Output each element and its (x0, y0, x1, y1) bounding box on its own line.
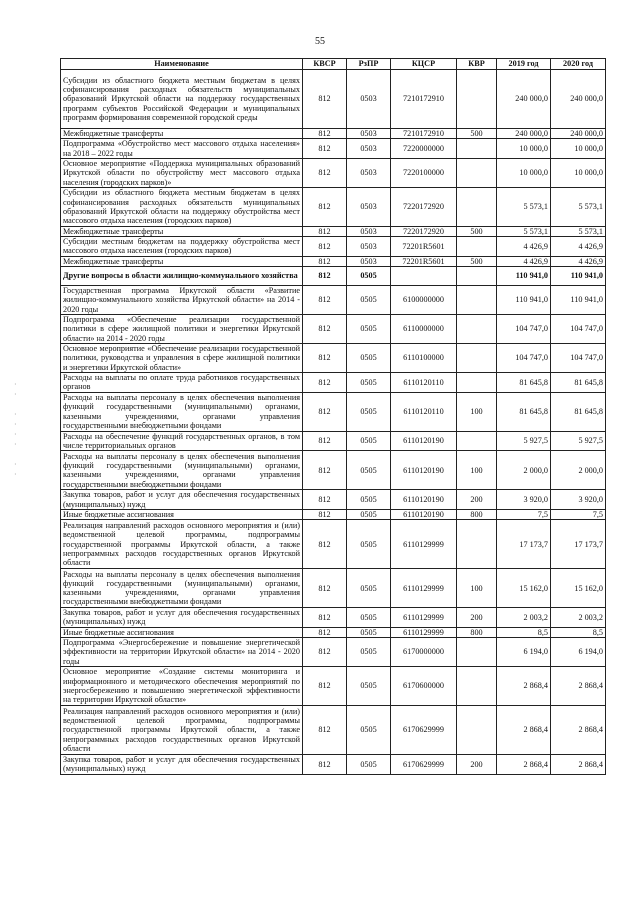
row-value-2019: 81 645,8 (497, 392, 551, 431)
row-kvr (457, 286, 497, 315)
row-value-2019: 2 868,4 (497, 667, 551, 706)
row-kvsr: 812 (303, 569, 347, 608)
row-name: Реализация направлений расходов основного мероприятия и (или) ведомственной целевой программы, подпрограммы государственной программы Иркутской области, а также непрограммных расходов государственных органов Иркутской области (61, 520, 303, 569)
row-kvsr: 812 (303, 129, 347, 139)
row-kcsr: 6170629999 (391, 755, 457, 775)
row-name: Другие вопросы в области жилищно-коммунального хозяйства (61, 267, 303, 286)
row-kvr (457, 431, 497, 451)
table-row (61, 70, 606, 129)
row-rzpr: 0505 (347, 706, 391, 755)
row-rzpr: 0505 (347, 267, 391, 286)
row-kvsr: 812 (303, 139, 347, 159)
row-value-2019: 7,5 (497, 509, 551, 519)
row-kcsr (391, 267, 457, 286)
row-kvr (457, 706, 497, 755)
row-value-2019: 4 426,9 (497, 237, 551, 257)
table-row (61, 129, 606, 139)
row-kvsr: 812 (303, 267, 347, 286)
row-value-2020: 17 173,7 (551, 520, 606, 569)
table-row (61, 139, 606, 159)
row-value-2019: 2 868,4 (497, 755, 551, 775)
row-value-2020: 15 162,0 (551, 569, 606, 608)
row-value-2019: 15 162,0 (497, 569, 551, 608)
row-value-2020: 240 000,0 (551, 129, 606, 139)
header-rzpr: РзПР (347, 59, 391, 70)
row-value-2019: 104 747,0 (497, 344, 551, 373)
row-name: Субсидии из областного бюджета местным бюджетам в целях софинансирования расходных обязательств муниципальных образований Иркутской области на поддержку государственных программ субъектов Российской Федерации и муниципальных программ формирования современной городской среды (61, 70, 303, 129)
row-kcsr: 72201R5601 (391, 256, 457, 266)
header-kvsr: КВСР (303, 59, 347, 70)
row-value-2019: 10 000,0 (497, 158, 551, 187)
row-kvsr: 812 (303, 706, 347, 755)
row-rzpr: 0503 (347, 70, 391, 129)
row-name: Подпрограмма «Обустройство мест массового отдыха населения» на 2018 – 2022 годы (61, 139, 303, 159)
row-value-2019: 5 927,5 (497, 431, 551, 451)
row-kcsr: 6110120110 (391, 392, 457, 431)
row-rzpr: 0505 (347, 373, 391, 393)
row-rzpr: 0505 (347, 638, 391, 667)
row-kvr: 500 (457, 226, 497, 236)
header-name: Наименование (61, 59, 303, 70)
row-rzpr: 0503 (347, 139, 391, 159)
row-kvr (457, 667, 497, 706)
row-kvr (457, 139, 497, 159)
row-rzpr: 0503 (347, 226, 391, 236)
row-kvsr: 812 (303, 226, 347, 236)
table-row (61, 226, 606, 236)
row-kvsr: 812 (303, 667, 347, 706)
row-rzpr: 0505 (347, 755, 391, 775)
header-kvr: КВР (457, 59, 497, 70)
row-value-2019: 110 941,0 (497, 267, 551, 286)
row-kvr (457, 373, 497, 393)
row-kcsr: 6110129999 (391, 569, 457, 608)
row-value-2020: 8,5 (551, 627, 606, 637)
row-value-2019: 8,5 (497, 627, 551, 637)
row-rzpr: 0505 (347, 286, 391, 315)
header-2019: 2019 год (497, 59, 551, 70)
table-row (61, 667, 606, 706)
row-value-2019: 10 000,0 (497, 139, 551, 159)
row-kvsr: 812 (303, 237, 347, 257)
table-row (61, 569, 606, 608)
row-value-2019: 81 645,8 (497, 373, 551, 393)
row-kcsr: 6110129999 (391, 608, 457, 628)
table-row (61, 315, 606, 344)
table-row (61, 256, 606, 266)
row-kvsr: 812 (303, 70, 347, 129)
row-name: Расходы на выплаты персоналу в целях обеспечения выполнения функций государственными (муниципальными) органами, казенными учреждениями, органами управления государственными внебюджетными фондами (61, 392, 303, 431)
row-name: Расходы на выплаты персоналу в целях обеспечения выполнения функций государственными (муниципальными) органами, казенными учреждениями, органами управления государственными внебюджетными фондами (61, 451, 303, 490)
row-name: Иные бюджетные ассигнования (61, 627, 303, 637)
table-row (61, 158, 606, 187)
table-row (61, 431, 606, 451)
row-value-2019: 2 000,0 (497, 451, 551, 490)
row-value-2020: 3 920,0 (551, 490, 606, 510)
row-name: Расходы на выплаты персоналу в целях обеспечения выполнения функций государственными (муниципальными) органами, казенными учреждениями, органами управления государственными внебюджетными фондами (61, 569, 303, 608)
row-kvr: 200 (457, 755, 497, 775)
row-name: Закупка товаров, работ и услуг для обеспечения государственных (муниципальных) нужд (61, 608, 303, 628)
row-kcsr: 6110120190 (391, 451, 457, 490)
row-value-2020: 2 868,4 (551, 706, 606, 755)
row-kvr (457, 237, 497, 257)
row-kvr (457, 267, 497, 286)
table-row (61, 187, 606, 226)
row-kvr (457, 344, 497, 373)
row-value-2019: 17 173,7 (497, 520, 551, 569)
row-rzpr: 0503 (347, 158, 391, 187)
row-value-2019: 110 941,0 (497, 286, 551, 315)
row-value-2020: 110 941,0 (551, 267, 606, 286)
row-name: Основное мероприятие «Поддержка муниципальных образований Иркутской области по обустройству мест массового отдыха населения (городских парков)» (61, 158, 303, 187)
row-kcsr: 6170600000 (391, 667, 457, 706)
row-value-2020: 2 000,0 (551, 451, 606, 490)
row-name: Государственная программа Иркутской области «Развитие жилищно-коммунального хозяйства Иркутской области» на 2014 - 2020 годы (61, 286, 303, 315)
row-value-2019: 4 426,9 (497, 256, 551, 266)
row-kvsr: 812 (303, 431, 347, 451)
row-kcsr: 6110129999 (391, 627, 457, 637)
margin-marks: · · · · · · · · (14, 380, 17, 479)
row-kvsr: 812 (303, 509, 347, 519)
row-value-2020: 5 573,1 (551, 187, 606, 226)
row-value-2020: 10 000,0 (551, 158, 606, 187)
row-kvsr: 812 (303, 315, 347, 344)
row-value-2019: 2 003,2 (497, 608, 551, 628)
row-kcsr: 7210172910 (391, 70, 457, 129)
row-name: Межбюджетные трансферты (61, 226, 303, 236)
row-kcsr: 6100000000 (391, 286, 457, 315)
row-kcsr: 6170000000 (391, 638, 457, 667)
row-value-2020: 5 927,5 (551, 431, 606, 451)
row-rzpr: 0503 (347, 237, 391, 257)
row-kcsr: 6110129999 (391, 520, 457, 569)
row-kvsr: 812 (303, 755, 347, 775)
row-value-2019: 104 747,0 (497, 315, 551, 344)
row-value-2020: 10 000,0 (551, 139, 606, 159)
row-kvr: 100 (457, 569, 497, 608)
row-value-2020: 2 868,4 (551, 755, 606, 775)
table-row (61, 237, 606, 257)
header-2020: 2020 год (551, 59, 606, 70)
table-row (61, 286, 606, 315)
row-rzpr: 0505 (347, 431, 391, 451)
row-value-2019: 240 000,0 (497, 70, 551, 129)
row-kvsr: 812 (303, 627, 347, 637)
row-kvsr: 812 (303, 608, 347, 628)
row-value-2020: 6 194,0 (551, 638, 606, 667)
header-kcsr: КЦСР (391, 59, 457, 70)
row-rzpr: 0505 (347, 627, 391, 637)
row-name: Субсидии из областного бюджета местным бюджетам в целях софинансирования расходных обязательств муниципальных образований Иркутской области на поддержку обустройства мест массового отдыха населения (городских парков) (61, 187, 303, 226)
row-rzpr: 0505 (347, 490, 391, 510)
table-row (61, 638, 606, 667)
row-rzpr: 0503 (347, 256, 391, 266)
row-rzpr: 0505 (347, 315, 391, 344)
row-rzpr: 0505 (347, 509, 391, 519)
row-value-2019: 2 868,4 (497, 706, 551, 755)
row-kvr: 800 (457, 627, 497, 637)
row-rzpr: 0505 (347, 451, 391, 490)
row-kcsr: 7220172920 (391, 187, 457, 226)
row-value-2020: 104 747,0 (551, 344, 606, 373)
row-rzpr: 0505 (347, 520, 391, 569)
row-kvsr: 812 (303, 187, 347, 226)
row-kvsr: 812 (303, 520, 347, 569)
row-value-2020: 110 941,0 (551, 286, 606, 315)
row-kcsr: 6110100000 (391, 344, 457, 373)
row-kvr: 800 (457, 509, 497, 519)
table-row (61, 392, 606, 431)
row-rzpr: 0503 (347, 187, 391, 226)
row-kcsr: 6110120190 (391, 509, 457, 519)
row-name: Подпрограмма «Энергосбережение и повышение энергетической эффективности на территории Иркутской области» на 2014 - 2020 годы (61, 638, 303, 667)
table-row (61, 490, 606, 510)
row-kvr (457, 520, 497, 569)
table-row (61, 755, 606, 775)
table-row (61, 344, 606, 373)
row-rzpr: 0505 (347, 608, 391, 628)
row-value-2019: 6 194,0 (497, 638, 551, 667)
row-kcsr: 7220100000 (391, 158, 457, 187)
row-value-2020: 104 747,0 (551, 315, 606, 344)
row-kvsr: 812 (303, 638, 347, 667)
table-row (61, 627, 606, 637)
row-kvsr: 812 (303, 256, 347, 266)
row-kvr: 200 (457, 490, 497, 510)
row-kvsr: 812 (303, 451, 347, 490)
row-rzpr: 0503 (347, 129, 391, 139)
row-kcsr: 7210172910 (391, 129, 457, 139)
row-name: Межбюджетные трансферты (61, 129, 303, 139)
budget-table (60, 58, 606, 775)
row-rzpr: 0505 (347, 667, 391, 706)
table-row (61, 451, 606, 490)
row-kcsr: 6110120190 (391, 490, 457, 510)
row-value-2019: 3 920,0 (497, 490, 551, 510)
row-kvr (457, 638, 497, 667)
row-value-2019: 5 573,1 (497, 187, 551, 226)
row-name: Подпрограмма «Обеспечение реализации государственной политики в сфере жилищной политики и энергетики Иркутской области» на 2014 - 2020 годы (61, 315, 303, 344)
row-kcsr: 6110000000 (391, 315, 457, 344)
row-kvr: 500 (457, 256, 497, 266)
row-name: Основное мероприятие «Обеспечение реализации государственной политики, руководства и управления в сфере жилищной политики и энергетики Иркутской области» (61, 344, 303, 373)
row-name: Основное мероприятие «Создание системы мониторинга и информационного и методического обеспечения мероприятий по энергосбережению и повышению энергетической эффективности на территории Иркутской области» (61, 667, 303, 706)
row-value-2020: 2 868,4 (551, 667, 606, 706)
page-number: 55 (315, 36, 325, 47)
row-kcsr: 6110120190 (391, 431, 457, 451)
row-name: Закупка товаров, работ и услуг для обеспечения государственных (муниципальных) нужд (61, 490, 303, 510)
row-kcsr: 72201R5601 (391, 237, 457, 257)
row-kvsr: 812 (303, 158, 347, 187)
row-kvr (457, 187, 497, 226)
row-value-2020: 4 426,9 (551, 237, 606, 257)
row-kvsr: 812 (303, 286, 347, 315)
row-name: Реализация направлений расходов основного мероприятия и (или) ведомственной целевой программы, подпрограммы государственной программы Иркутской области, а также непрограммных расходов государственных органов Иркутской области (61, 706, 303, 755)
row-rzpr: 0505 (347, 392, 391, 431)
row-name: Закупка товаров, работ и услуг для обеспечения государственных (муниципальных) нужд (61, 755, 303, 775)
row-kvsr: 812 (303, 344, 347, 373)
row-name: Межбюджетные трансферты (61, 256, 303, 266)
row-kcsr: 7220172920 (391, 226, 457, 236)
table-row (61, 520, 606, 569)
row-value-2020: 240 000,0 (551, 70, 606, 129)
table-row (61, 267, 606, 286)
row-rzpr: 0505 (347, 569, 391, 608)
row-value-2019: 5 573,1 (497, 226, 551, 236)
row-value-2020: 81 645,8 (551, 373, 606, 393)
row-kvsr: 812 (303, 392, 347, 431)
row-name: Расходы на выплаты по оплате труда работников государственных органов (61, 373, 303, 393)
row-kvr: 100 (457, 451, 497, 490)
row-kvr (457, 315, 497, 344)
row-kvr: 200 (457, 608, 497, 628)
row-kvsr: 812 (303, 490, 347, 510)
row-value-2020: 81 645,8 (551, 392, 606, 431)
table-header-row (61, 59, 606, 70)
row-kvr (457, 158, 497, 187)
table-row (61, 608, 606, 628)
row-kvr: 100 (457, 392, 497, 431)
table-row (61, 373, 606, 393)
row-value-2020: 2 003,2 (551, 608, 606, 628)
row-value-2019: 240 000,0 (497, 129, 551, 139)
row-name: Расходы на обеспечение функций государственных органов, в том числе территориальных органов (61, 431, 303, 451)
row-kvsr: 812 (303, 373, 347, 393)
table-row (61, 706, 606, 755)
row-kvr (457, 70, 497, 129)
row-kcsr: 7220000000 (391, 139, 457, 159)
row-kcsr: 6110120110 (391, 373, 457, 393)
row-kcsr: 6170629999 (391, 706, 457, 755)
row-name: Субсидии местным бюджетам на поддержку обустройства мест массового отдыха населения (городских парков) (61, 237, 303, 257)
row-value-2020: 7,5 (551, 509, 606, 519)
table-row (61, 509, 606, 519)
row-kvr: 500 (457, 129, 497, 139)
row-value-2020: 4 426,9 (551, 256, 606, 266)
row-name: Иные бюджетные ассигнования (61, 509, 303, 519)
row-value-2020: 5 573,1 (551, 226, 606, 236)
row-rzpr: 0505 (347, 344, 391, 373)
